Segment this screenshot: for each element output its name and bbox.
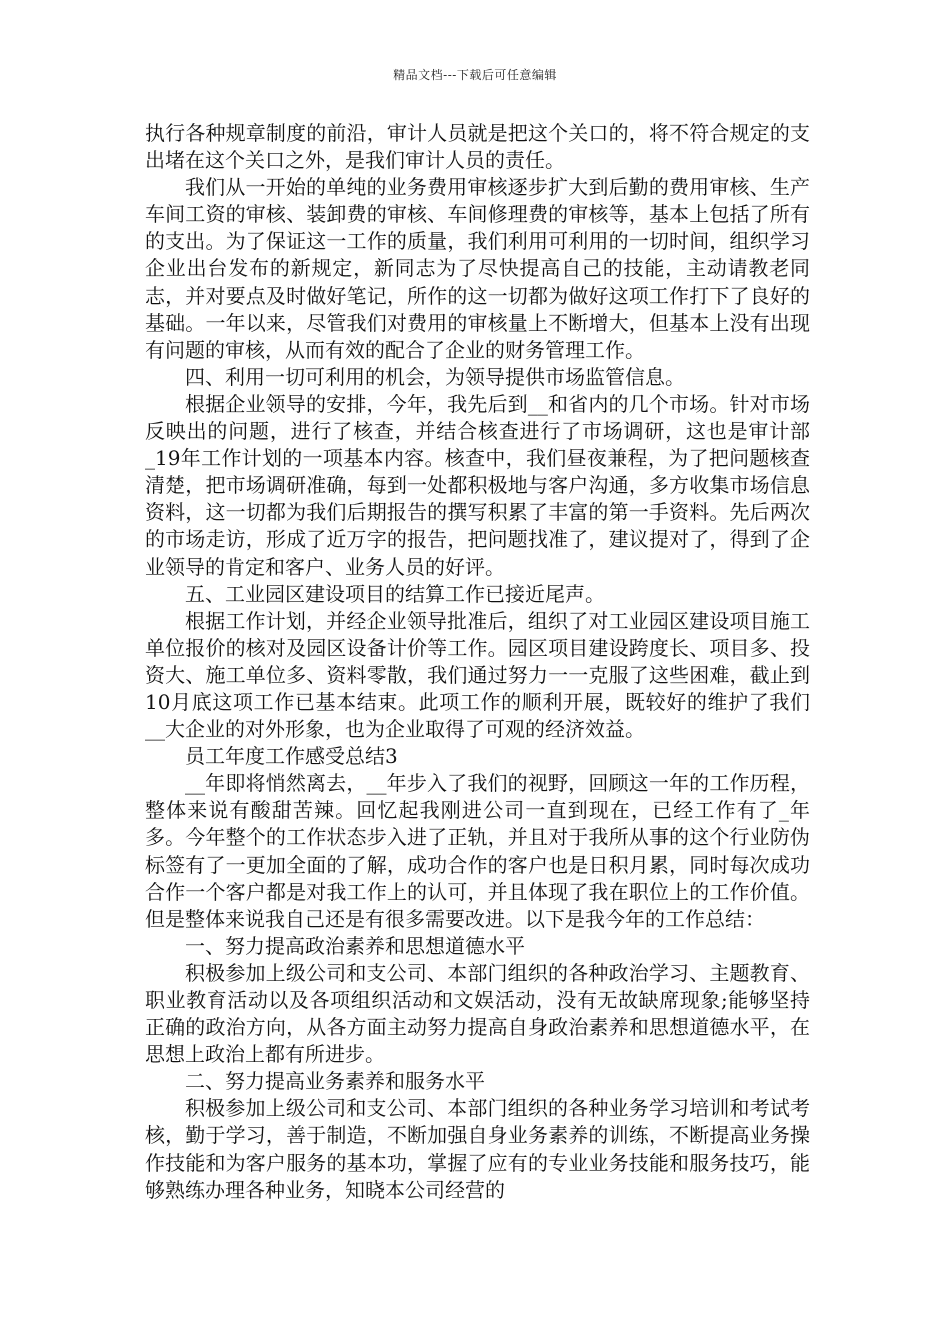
section-heading: 二、努力提高业务素养和服务水平: [185, 1069, 485, 1094]
section-heading: 五、工业园区建设项目的结算工作已接近尾声。: [185, 581, 605, 606]
section-heading: 四、利用一切可利用的机会，为领导提供市场监管信息。: [185, 364, 685, 389]
paragraph: 积极参加上级公司和支公司、本部门组织的各种业务学习培训和考试考核，勤于学习，善于制造，不断加强自身业务素养的训练，不断提高业务操作技能和为客户服务的基本功，掌握了应有的专业业务技能和服务技巧，能够熟练办理各种业务，知晓本公司经营的: [145, 1096, 810, 1202]
paragraph: 根据企业领导的安排，今年，我先后到__和省内的几个市场。针对市场反映出的问题，进行了核查，并结合核查进行了市场调研，这也是审计部_19年工作计划的一项基本内容。核查中，我们昼夜兼程，为了把问题核查清楚，把市场调研准确，每到一处都积极地与客户沟通，多方收集市场信息资料，这一切都为我们后期报告的撰写积累了丰富的第一手资料。先后两次的市场走访，形成了近万字的报告，把问题找准了，建议提对了，得到了企业领导的肯定和客户、业务人员的好评。: [145, 391, 810, 579]
page-header: 精品文档---下载后可任意编辑: [393, 68, 557, 82]
paragraph: 我们从一开始的单纯的业务费用审核逐步扩大到后勤的费用审核、生产车间工资的审核、装卸费的审核、车间修理费的审核等，基本上包括了所有的支出。为了保证这一工作的质量，我们利用可利用的一切时间，组织学习企业出台发布的新规定，新同志为了尽快提高自己的技能，主动请教老同志，并对要点及时做好笔记，所作的这一切都为做好这项工作打下了良好的基础。一年以来，尽管我们对费用的审核量上不断增大，但基本上没有出现有问题的审核，从而有效的配合了企业的财务管理工作。: [145, 175, 810, 362]
paragraph: 执行各种规章制度的前沿，审计人员就是把这个关口的，将不符合规定的支出堵在这个关口之外，是我们审计人员的责任。: [145, 121, 810, 173]
paragraph: __年即将悄然离去，__年步入了我们的视野，回顾这一年的工作历程，整体来说有酸甜苦辣。回忆起我刚进公司一直到现在，已经工作有了_年多。今年整个的工作状态步入进了正轨，并且对于我所从事的这个行业防伪标签有了一更加全面的了解，成功合作的客户也是日积月累，同时每次成功合作一个客户都是对我工作上的认可，并且体现了我在职位上的工作价值。但是整体来说我自己还是有很多需要改进。以下是我今年的工作总结：: [145, 771, 810, 931]
paragraph: 积极参加上级公司和支公司、本部门组织的各种政治学习、主题教育、职业教育活动以及各项组织活动和文娱活动，没有无故缺席现象;能够坚持正确的政治方向，从各方面主动努力提高自身政治素养和思想道德水平，在思想上政治上都有所进步。: [145, 960, 810, 1067]
paragraph: 根据工作计划，并经企业领导批准后，组织了对工业园区建设项目施工单位报价的核对及园区设备计价等工作。园区项目建设跨度长、项目多、投资大、施工单位多、资料零散，我们通过努力一一克服了这些困难，截止到10月底这项工作已基本结束。此项工作的顺利开展，既较好的维护了我们__大企业的对外形象，也为企业取得了可观的经济效益。: [145, 608, 810, 742]
document-title: 员工年度工作感受总结3: [185, 744, 398, 769]
section-heading: 一、努力提高政治素养和思想道德水平: [185, 933, 525, 958]
document-body: [145, 120, 810, 1204]
